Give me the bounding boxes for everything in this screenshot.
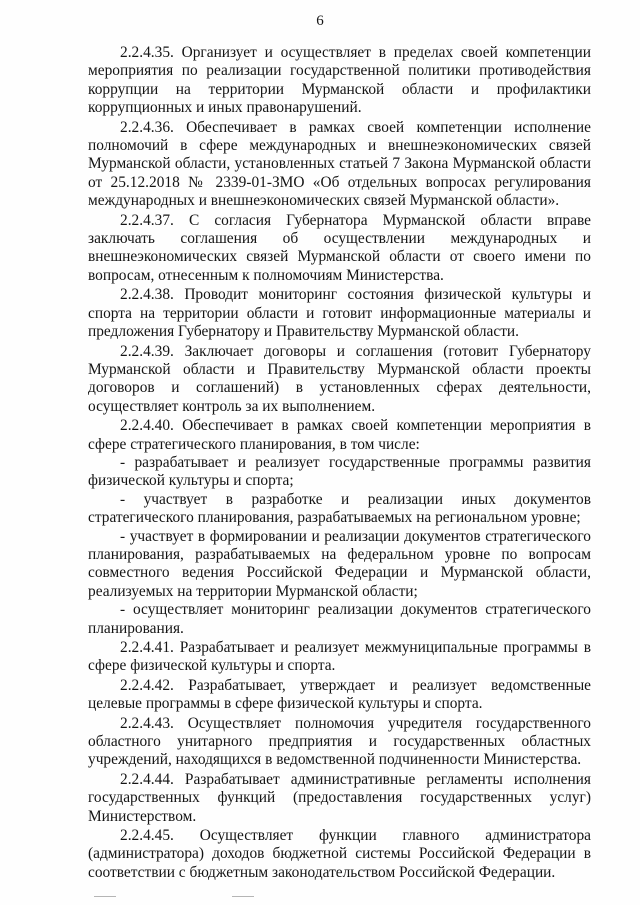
clause-2-2-4-40-subitem-4: - осуществляет мониторинг реализации документов стратегического планирования. bbox=[88, 601, 591, 637]
scan-artifact-center bbox=[232, 896, 254, 897]
clause-2-2-4-40-subitem-1: - разрабатывает и реализует государственные программы развития физической культуры и спорта; bbox=[88, 453, 591, 490]
clause-2-2-4-40-subitem-2: - участвует в разработке и реализации иных документов стратегического планирования, разрабатываемых на региональном уровне; bbox=[88, 490, 591, 527]
clause-2-2-4-42: 2.2.4.42. Разрабатывает, утверждает и реализует ведомственные целевые программы в сфере физической культуры и спорта. bbox=[88, 676, 591, 713]
scan-artifact-left bbox=[94, 896, 116, 897]
clause-2-2-4-38: 2.2.4.38. Проводит мониторинг состояния физической культуры и спорта на территории области и готовит информационные материалы и предложения Губернатору и Правительству Мурманской области. bbox=[88, 286, 591, 341]
document-body bbox=[88, 44, 591, 882]
clause-2-2-4-35: 2.2.4.35. Организует и осуществляет в пределах своей компетенции мероприятия по реализации государственной политики противодействия коррупции на территории Мурманской области и профилактики коррупционных и иных правонарушений. bbox=[88, 44, 591, 117]
clause-2-2-4-39: 2.2.4.39. Заключает договоры и соглашения (готовит Губернатору Мурманской области и Правительству Мурманской области проекты договоров и соглашений) в установленных сферах деятельности, осуществляет контроль за их выполнением. bbox=[88, 342, 591, 415]
clause-2-2-4-40: 2.2.4.40. Обеспечивает в рамках своей компетенции мероприятия в сфере стратегического планирования, в том числе: bbox=[88, 417, 591, 453]
clause-2-2-4-44: 2.2.4.44. Разрабатывает административные регламенты исполнения государственных функций (предоставления государственных услуг) Министерством. bbox=[88, 770, 591, 825]
clause-2-2-4-36: 2.2.4.36. Обеспечивает в рамках своей компетенции исполнение полномочий в сфере международных и внешнеэкономических связей Мурманской области, установленных статьей 7 Закона Мурманской области от 25.12.2018 № 2339-01-ЗМО «Об отдельных вопросах регулирования международных и внешнеэкономических связей Мурманской области». bbox=[88, 118, 591, 210]
clause-2-2-4-41: 2.2.4.41. Разрабатывает и реализует межмуниципальные программы в сфере физической культуры и спорта. bbox=[88, 639, 591, 675]
clause-2-2-4-40-subitem-3: - участвует в формировании и реализации документов стратегического планирования, разрабатываемых на федеральном уровне по вопросам совместного ведения Российской Федерации и Мурманской области, реализуемых на территории Мурманской области; bbox=[88, 527, 591, 600]
clause-2-2-4-37: 2.2.4.37. С согласия Губернатора Мурманской области вправе заключать соглашения об осуществлении международных и внешнеэкономических связей Мурманской области от своего имени по вопросам, отнесенным к полномочиям Министерства. bbox=[88, 211, 591, 284]
clause-2-2-4-45: 2.2.4.45. Осуществляет функции главного администратора (администратора) доходов бюджетной системы Российской Федерации в соответствии с бюджетным законодательством Российской Федерации. bbox=[88, 827, 591, 881]
clause-2-2-4-43: 2.2.4.43. Осуществляет полномочия учредителя государственного областного унитарного предприятия и государственных областных учреждений, находящихся в ведомственной подчиненности Министерства. bbox=[88, 714, 591, 769]
page-number: 6 bbox=[316, 13, 324, 29]
